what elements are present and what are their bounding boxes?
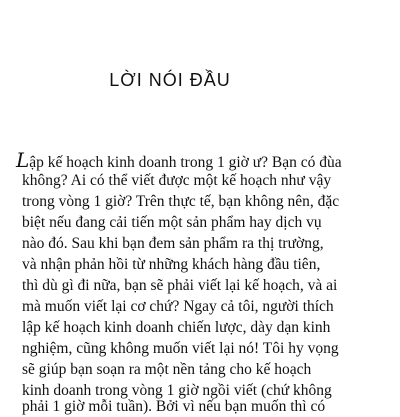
paragraph-line: mà muốn viết lại cơ chứ? Ngay cả tôi, người thích: [22, 298, 334, 315]
paragraph-line: biệt nếu đang cải tiến một sản phẩm hay dịch vụ: [22, 214, 322, 231]
paragraph-line-cut-off: phải 1 giờ mỗi tuần). Bởi vì nếu bạn muốn thì có: [22, 398, 326, 415]
paragraph-line: kinh doanh trong vòng 1 giờ ngồi viết (chứ không: [22, 382, 332, 399]
paragraph-line: thì dù gì đi nữa, bạn sẽ phải viết lại kế hoạch, và ai: [22, 277, 338, 294]
chapter-title: LỜI NÓI ĐẦU: [109, 70, 231, 90]
paragraph-line: Lập kế hoạch kinh doanh trong 1 giờ ư? Bạn có đùa: [16, 148, 342, 172]
paragraph-line: sẽ giúp bạn soạn ra một nền tảng cho kế hoạch: [22, 361, 312, 378]
paragraph-line: và nhận phản hồi từ những khách hàng đầu tiên,: [22, 256, 321, 273]
paragraph-line: trong vòng 1 giờ? Trên thực tế, bạn không nên, đặc: [22, 193, 340, 210]
paragraph-line: nào đó. Sau khi bạn đem sản phẩm ra thị trường,: [22, 235, 324, 252]
paragraph-line: nghiệm, cũng không muốn viết lại nó! Tôi hy vọng: [22, 340, 339, 357]
paragraph-line: không? Ai có thể viết được một kế hoạch như vậy: [22, 172, 332, 189]
paragraph-line: lập kế hoạch kinh doanh chiến lược, dày dạn kinh: [22, 319, 331, 336]
drop-cap: L: [16, 148, 30, 172]
